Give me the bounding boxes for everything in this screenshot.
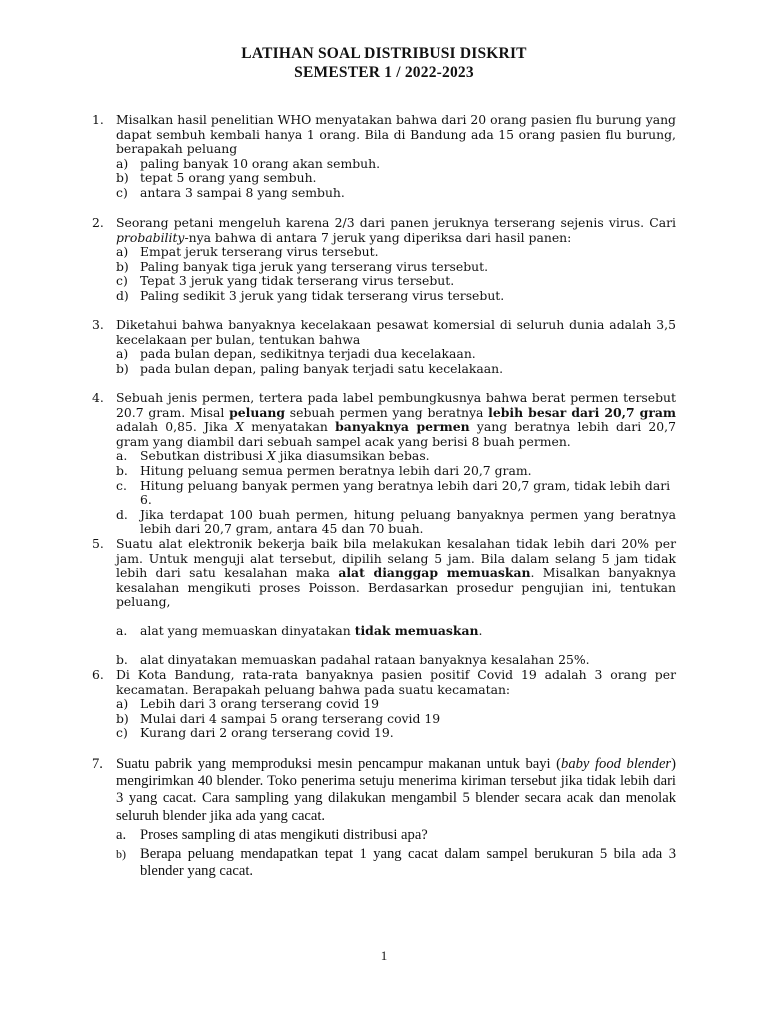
sub-item bbox=[116, 726, 676, 741]
sub-item-text: Kurang dari 2 orang terserang covid 19. bbox=[140, 725, 394, 741]
sub-item-label: b) bbox=[116, 847, 126, 862]
bold-term: tidak memuaskan bbox=[354, 622, 479, 638]
sub-item-text: Proses sampling di atas mengikuti distribusi apa? bbox=[140, 826, 428, 843]
italic-term: X bbox=[266, 448, 276, 464]
sub-item bbox=[116, 362, 676, 377]
sub-item-text: Paling banyak tiga jeruk yang terserang virus tersebut. bbox=[140, 258, 489, 274]
sub-item-text: Berapa peluang mendapatkan tepat 1 yang cacat dalam sampel berukuran 5 bila ada 3 blender yang cacat. bbox=[140, 846, 676, 880]
sub-item-text: Hitung peluang semua permen beratnya lebih dari 20,7 gram. bbox=[140, 462, 532, 478]
question-text bbox=[116, 216, 676, 245]
italic-term: probability bbox=[116, 229, 185, 245]
question-number: 5. bbox=[92, 536, 104, 551]
question-text-part: yang beratnya lebih dari 20,7 gram yang diambil dari sebuah sampel acak yang berisi 8 buah permen. bbox=[116, 419, 676, 449]
sub-item-text: Paling sedikit 3 jeruk yang tidak terserang virus tersebut. bbox=[140, 287, 505, 303]
question-text: Di Kota Bandung, rata-rata banyaknya pasien positif Covid 19 adalah 3 orang per kecamatan. Berapakah peluang bahwa pada suatu kecamatan: bbox=[116, 667, 676, 697]
sub-item bbox=[116, 846, 676, 880]
question-text-part: menyatakan bbox=[243, 419, 336, 435]
sub-item-label: a. bbox=[116, 622, 128, 638]
question-text bbox=[116, 756, 676, 825]
sub-item-label: b. bbox=[116, 651, 128, 667]
sub-item bbox=[116, 157, 676, 172]
sub-item bbox=[116, 347, 676, 362]
question-number: 2. bbox=[92, 215, 104, 230]
question-3 bbox=[92, 318, 676, 376]
sub-item bbox=[116, 171, 676, 186]
question-1 bbox=[92, 113, 676, 201]
bold-term: peluang bbox=[229, 404, 286, 420]
question-text: Diketahui bahwa banyaknya kecelakaan pesawat komersial di seluruh dunia adalah 3,5 kecelakaan per bulan, tentukan bahwa bbox=[116, 317, 676, 347]
sub-item-label: b) bbox=[116, 170, 129, 186]
sub-item-text: pada bulan depan, sedikitnya terjadi dua kecelakaan. bbox=[140, 346, 476, 362]
sub-item-text: antara 3 sampai 8 yang sembuh. bbox=[140, 184, 345, 200]
italic-term: baby food blender bbox=[561, 756, 672, 772]
question-text bbox=[116, 391, 676, 449]
question-text-part: Suatu alat elektronik bekerja baik bila melakukan kesalahan tidak lebih dari 20% per jam. Untuk menguji alat tersebut, dipilih selang 5 jam. Bila dalam selang 5 jam tidak lebih dari satu kesalahan maka bbox=[116, 536, 676, 581]
sub-item-label: a) bbox=[116, 155, 129, 171]
sub-item bbox=[116, 289, 676, 304]
question-text-part: adalah 0,85. Jika bbox=[116, 419, 236, 435]
sub-item bbox=[116, 712, 676, 727]
document-subtitle: SEMESTER 1 / 2022-2023 bbox=[294, 64, 474, 81]
sub-item-label: a. bbox=[116, 448, 128, 464]
question-2 bbox=[92, 216, 676, 304]
sub-item-label: b) bbox=[116, 258, 129, 274]
sub-item-text: Empat jeruk terserang virus tersebut. bbox=[140, 244, 379, 260]
question-number: 6. bbox=[92, 667, 104, 682]
question-text-part: sebuah permen yang beratnya bbox=[285, 404, 489, 420]
question-text: Misalkan hasil penelitian WHO menyatakan bahwa dari 20 orang pasien flu burung yang dapat sembuh kembali hanya 1 orang. Bila di Bandung ada 15 orang pasien flu burung, berapakah peluang bbox=[116, 112, 676, 157]
question-text-part: . Misalkan banyaknya kesalahan mengikuti proses Poisson. Berdasarkan prosedur pengujian ini, tentukan peluang, bbox=[116, 565, 676, 610]
sub-item bbox=[116, 274, 676, 289]
question-text-part: ) mengirimkan 40 blender. Toko penerima setuju menerima kiriman tersebut jika tidak lebih dari 3 yang cacat. Cara sampling yang dilakukan mengambil 5 blender secara acak dan menolak seluruh blender jika ada yang cacat. bbox=[116, 756, 676, 824]
question-text bbox=[116, 537, 676, 610]
sub-item-label: a. bbox=[116, 826, 127, 843]
sub-item bbox=[116, 479, 676, 508]
sub-item-text: Mulai dari 4 sampai 5 orang terserang covid 19 bbox=[140, 710, 441, 726]
sub-item-label: c. bbox=[116, 477, 127, 493]
italic-term: X bbox=[235, 419, 244, 435]
question-text-part: -nya bahwa di antara 7 jeruk yang diperiksa dari hasil panen: bbox=[184, 229, 572, 245]
sub-item-label: a) bbox=[116, 696, 129, 712]
sub-item bbox=[116, 653, 676, 668]
sub-item-label: d. bbox=[116, 506, 128, 522]
sub-item-label: c) bbox=[116, 725, 128, 741]
sub-item bbox=[116, 449, 676, 464]
sub-item-text: Lebih dari 3 orang terserang covid 19 bbox=[140, 696, 380, 712]
sub-item bbox=[116, 464, 676, 479]
bold-term: alat dianggap memuaskan bbox=[338, 565, 531, 581]
sub-item bbox=[116, 697, 676, 712]
question-text-part: Suatu pabrik yang memproduksi mesin pencampur makanan untuk bayi ( bbox=[116, 756, 562, 772]
sub-item bbox=[116, 260, 676, 275]
sub-item-text: Sebutkan distribusi bbox=[140, 448, 267, 464]
question-7 bbox=[92, 756, 676, 880]
page-number: 1 bbox=[380, 948, 388, 963]
sub-item-label: d) bbox=[116, 287, 129, 303]
sub-item-label: b) bbox=[116, 360, 129, 376]
document-title: LATIHAN SOAL DISTRIBUSI DISKRIT bbox=[241, 45, 527, 62]
sub-item-text: Hitung peluang banyak permen yang beratnya lebih dari 20,7 gram, tidak lebih dari 6. bbox=[140, 477, 671, 508]
question-number: 3. bbox=[92, 317, 104, 332]
sub-item-text: . bbox=[478, 622, 483, 638]
question-4 bbox=[92, 391, 676, 537]
sub-item-label: a) bbox=[116, 244, 129, 260]
question-number: 1. bbox=[92, 112, 104, 127]
sub-item-text: pada bulan depan, paling banyak terjadi satu kecelakaan. bbox=[140, 360, 504, 376]
sub-item-label: c) bbox=[116, 184, 128, 200]
sub-item bbox=[116, 624, 676, 639]
sub-item-label: b. bbox=[116, 462, 128, 478]
sub-item bbox=[116, 186, 676, 201]
sub-item bbox=[116, 827, 676, 844]
sub-item-text: alat dinyatakan memuaskan padahal rataan banyaknya kesalahan 25%. bbox=[140, 651, 590, 667]
sub-item-label: c) bbox=[116, 273, 128, 289]
sub-item bbox=[116, 508, 676, 537]
sub-item-label: b) bbox=[116, 710, 129, 726]
sub-item-text: jika diasumsikan bebas. bbox=[275, 448, 430, 464]
question-number: 7. bbox=[92, 756, 103, 772]
bold-term: lebih besar dari 20,7 gram bbox=[488, 404, 676, 420]
sub-item-text: tepat 5 orang yang sembuh. bbox=[140, 170, 317, 186]
question-text-part: Seorang petani mengeluh karena 2/3 dari panen jeruknya terserang sejenis virus. Cari bbox=[116, 215, 676, 230]
question-number: 4. bbox=[92, 390, 104, 405]
question-text-part: Sebuah jenis permen, tertera pada label pembungkusnya bahwa berat permen tersebut 20.7 gram. Misal bbox=[116, 390, 676, 420]
question-6 bbox=[92, 668, 676, 741]
sub-item bbox=[116, 245, 676, 260]
sub-item-text: paling banyak 10 orang akan sembuh. bbox=[140, 155, 381, 171]
bold-term: banyaknya permen bbox=[335, 419, 470, 435]
question-5 bbox=[92, 537, 676, 667]
sub-item-text: Jika terdapat 100 buah permen, hitung peluang banyaknya permen yang beratnya lebih dari 20,7 gram, antara 45 dan 70 buah. bbox=[140, 506, 676, 537]
sub-item-label: a) bbox=[116, 346, 129, 362]
sub-item-text: Tepat 3 jeruk yang tidak terserang virus tersebut. bbox=[140, 273, 455, 289]
sub-item-text: alat yang memuaskan dinyatakan bbox=[140, 622, 355, 638]
